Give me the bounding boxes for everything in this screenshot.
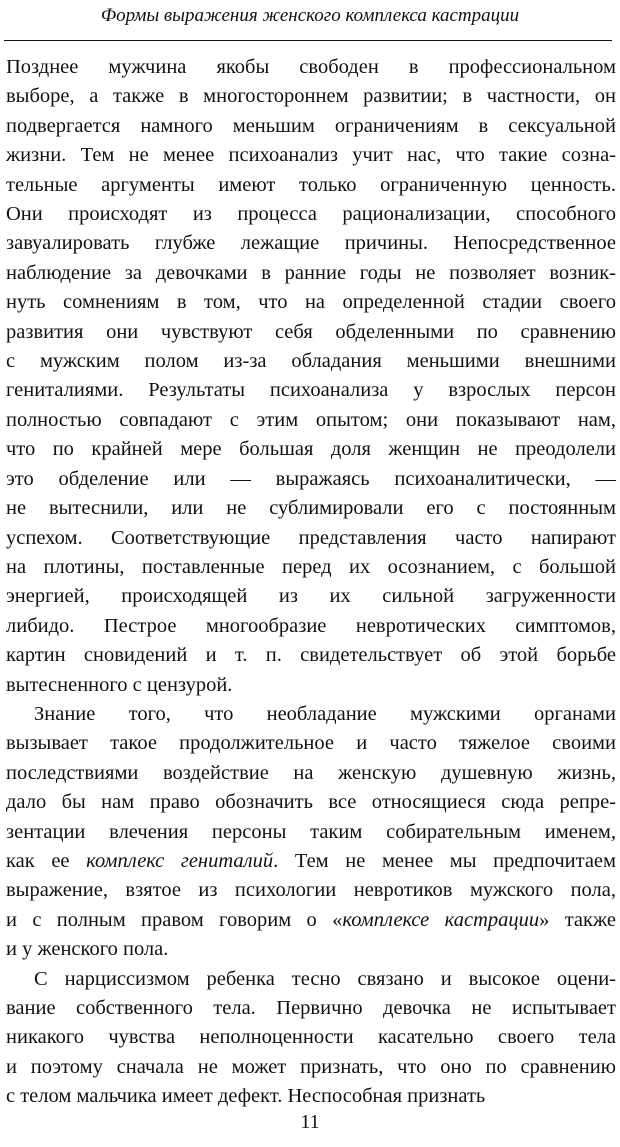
text-line: на плотины, поставленные перед их осознанием, с большой bbox=[6, 555, 616, 578]
text-line: вытесненного с цензурой. bbox=[6, 673, 233, 696]
text-line: энергией, происходящей из их сильной загруженности bbox=[6, 585, 616, 608]
header-rule bbox=[4, 40, 612, 41]
page-number: 11 bbox=[300, 1111, 320, 1133]
text-line: жизни. Тем не менее психоанализ учит нас, что такие созна- bbox=[6, 144, 616, 167]
text-line: вызывает такое продолжительное и часто тяжелое своими bbox=[6, 732, 616, 755]
text-line: С нарциссизмом ребенка тесно связано и высокое оцени- bbox=[34, 967, 616, 990]
text-line: выборе, а также в многостороннем развитии; в частности, он bbox=[6, 85, 616, 108]
text-line: дало бы нам право обозначить все относящиеся сюда репре- bbox=[6, 791, 616, 814]
text-line: никакого чувства неполноценности касательно своего тела bbox=[6, 1026, 616, 1049]
text-line: Позднее мужчина якобы свободен в профессиональном bbox=[6, 56, 616, 78]
text-line: подвергается намного меньшим ограничениям в сексуальной bbox=[6, 114, 616, 137]
body-text bbox=[6, 53, 616, 1112]
text-line: последствиями воздействие на женскую душевную жизнь, bbox=[6, 761, 616, 784]
text-line: Они происходят из процесса рационализации, способного bbox=[6, 203, 616, 226]
text-line: не вытеснили, или не сублимировали его с постоянным bbox=[6, 497, 616, 520]
text-line: картин сновидений и т. п. свидетельствует об этой борьбе bbox=[6, 644, 616, 667]
text-line: успехом. Соответствующие представления часто напирают bbox=[6, 526, 616, 549]
paragraph bbox=[6, 700, 616, 965]
text-line: с мужским полом из-за обладания меньшими внешними bbox=[6, 350, 616, 373]
text-line: как ее комплекс гениталий. Тем не менее мы предпочитаем bbox=[6, 849, 617, 872]
text-line: зентации влечения персоны таким собирательным именем, bbox=[6, 820, 616, 843]
text-line: тельные аргументы имеют только ограниченную ценность. bbox=[6, 173, 616, 196]
italic-term: комплексе кастрации bbox=[342, 908, 540, 931]
text-line: выражение, взятое из психологии невротиков мужского пола, bbox=[6, 879, 616, 902]
text-line: и поэтому сначала не может признать, что оно по сравнению bbox=[6, 1055, 616, 1078]
paragraph bbox=[6, 53, 616, 700]
text-line: и с полным правом говорим о «комплексе кастрации» также bbox=[6, 908, 616, 931]
text-line: завуалировать глубже лежащие причины. Непосредственное bbox=[6, 232, 616, 255]
text-line: это обделение или — выражаясь психоаналитически, — bbox=[6, 467, 616, 490]
text-line: развития они чувствуют себя обделенными по сравнению bbox=[6, 320, 616, 343]
text-line: полностью совпадают с этим опытом; они показывают нам, bbox=[6, 408, 616, 431]
paragraph bbox=[6, 965, 616, 1112]
text-line: либидо. Пестрое многообразие невротических симптомов, bbox=[6, 614, 616, 637]
text-line: что по крайней мере большая доля женщин не преодолели bbox=[6, 438, 616, 461]
text-line: вание собственного тела. Первично девочка не испытывает bbox=[6, 997, 616, 1019]
text-line: и у женского пола. bbox=[6, 938, 169, 961]
text-line: с телом мальчика имеет дефект. Неспособная признать bbox=[6, 1085, 486, 1108]
text-line: наблюдение за девочками в ранние годы не позволяет возник- bbox=[6, 261, 616, 284]
text-line: нуть сомнениям в том, что на определенной стадии своего bbox=[6, 291, 616, 314]
text-line: Знание того, что необладание мужскими органами bbox=[34, 702, 616, 725]
italic-term: комплекс гениталий bbox=[86, 849, 274, 872]
running-head: Формы выражения женского комплекса кастрации bbox=[100, 5, 520, 26]
text-line: гениталиями. Результаты психоанализа у взрослых персон bbox=[6, 379, 616, 402]
